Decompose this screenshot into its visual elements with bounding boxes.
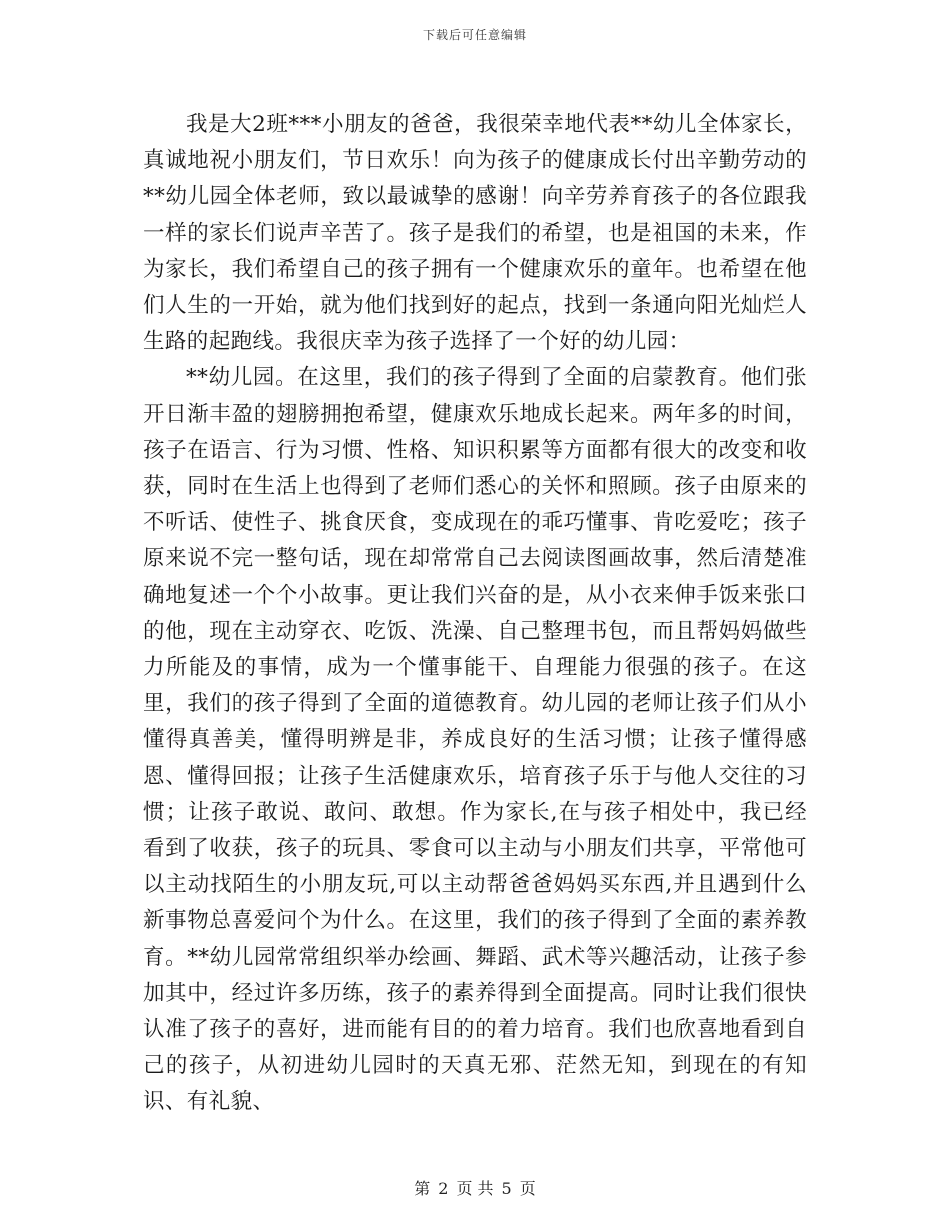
footer-total-pages: 5 [501, 1179, 512, 1198]
paragraph-1: 我是大2班***小朋友的爸爸，我很荣幸地代表**幼儿全体家长，真诚地祝小朋友们，节日欢乐！向为孩子的健康成长付出辛勤劳动的**幼儿园全体老师，致以最诚挚的感谢！向辛劳养育孩子的各位跟我一样的家长们说声辛苦了。孩子是我们的希望，也是祖国的未来，作为家长，我们希望自己的孩子拥有一个健康欢乐的童年。也希望在他们人生的一开始，就为他们找到好的起点，找到一条通向阳光灿烂人生路的起跑线。我很庆幸为孩子选择了一个好的幼儿园： [143, 112, 807, 355]
page-number-footer [0, 1176, 950, 1199]
document-body [143, 107, 807, 1121]
paragraph-2: **幼儿园。在这里，我们的孩子得到了全面的启蒙教育。他们张开日渐丰盈的翅膀拥抱希望，健康欢乐地成长起来。两年多的时间，孩子在语言、行为习惯、性格、知识积累等方面都有很大的改变和收获，同时在生活上也得到了老师们悉心的关怀和照顾。孩子由原来的不听话、使性子、挑食厌食，变成现在的乖巧懂事、肯吃爱吃；孩子原来说不完一整句话，现在却常常自己去阅读图画故事，然后清楚准确地复述一个个小故事。更让我们兴奋的是，从小衣来伸手饭来张口的他，现在主动穿衣、吃饭、洗澡、自己整理书包，而且帮妈妈做些力所能及的事情，成为一个懂事能干、自理能力很强的孩子。在这里，我们的孩子得到了全面的道德教育。幼儿园的老师让孩子们从小懂得真善美，懂得明辨是非，养成良好的生活习惯；让孩子懂得感恩、懂得回报；让孩子生活健康欢乐，培育孩子乐于与他人交往的习惯；让孩子敢说、敢问、敢想。作为家长,在与孩子相处中，我已经看到了收获，孩子的玩具、零食可以主动与小朋友们共享，平常他可以主动找陌生的小朋友玩,可以主动帮爸爸妈妈买东西,并且遇到什么新事物总喜爱问个为什么。在这里，我们的孩子得到了全面的素养教育。**幼儿园常常组织举办绘画、舞蹈、武术等兴趣活动，让孩子参加其中，经过许多历练，孩子的素养得到全面提高。同时让我们很快认准了孩子的喜好，进而能有目的的着力培育。我们也欣喜地看到自己的孩子，从初进幼儿园时的天真无邪、茫然无知，到现在的有知识、有礼貌、 [143, 365, 807, 1115]
page-header-note: 下载后可任意编辑 [422, 28, 527, 42]
footer-prefix: 第 [414, 1179, 431, 1198]
footer-middle: 页 共 [456, 1179, 494, 1198]
footer-suffix: 页 [519, 1179, 536, 1198]
footer-current-page: 2 [438, 1179, 449, 1198]
